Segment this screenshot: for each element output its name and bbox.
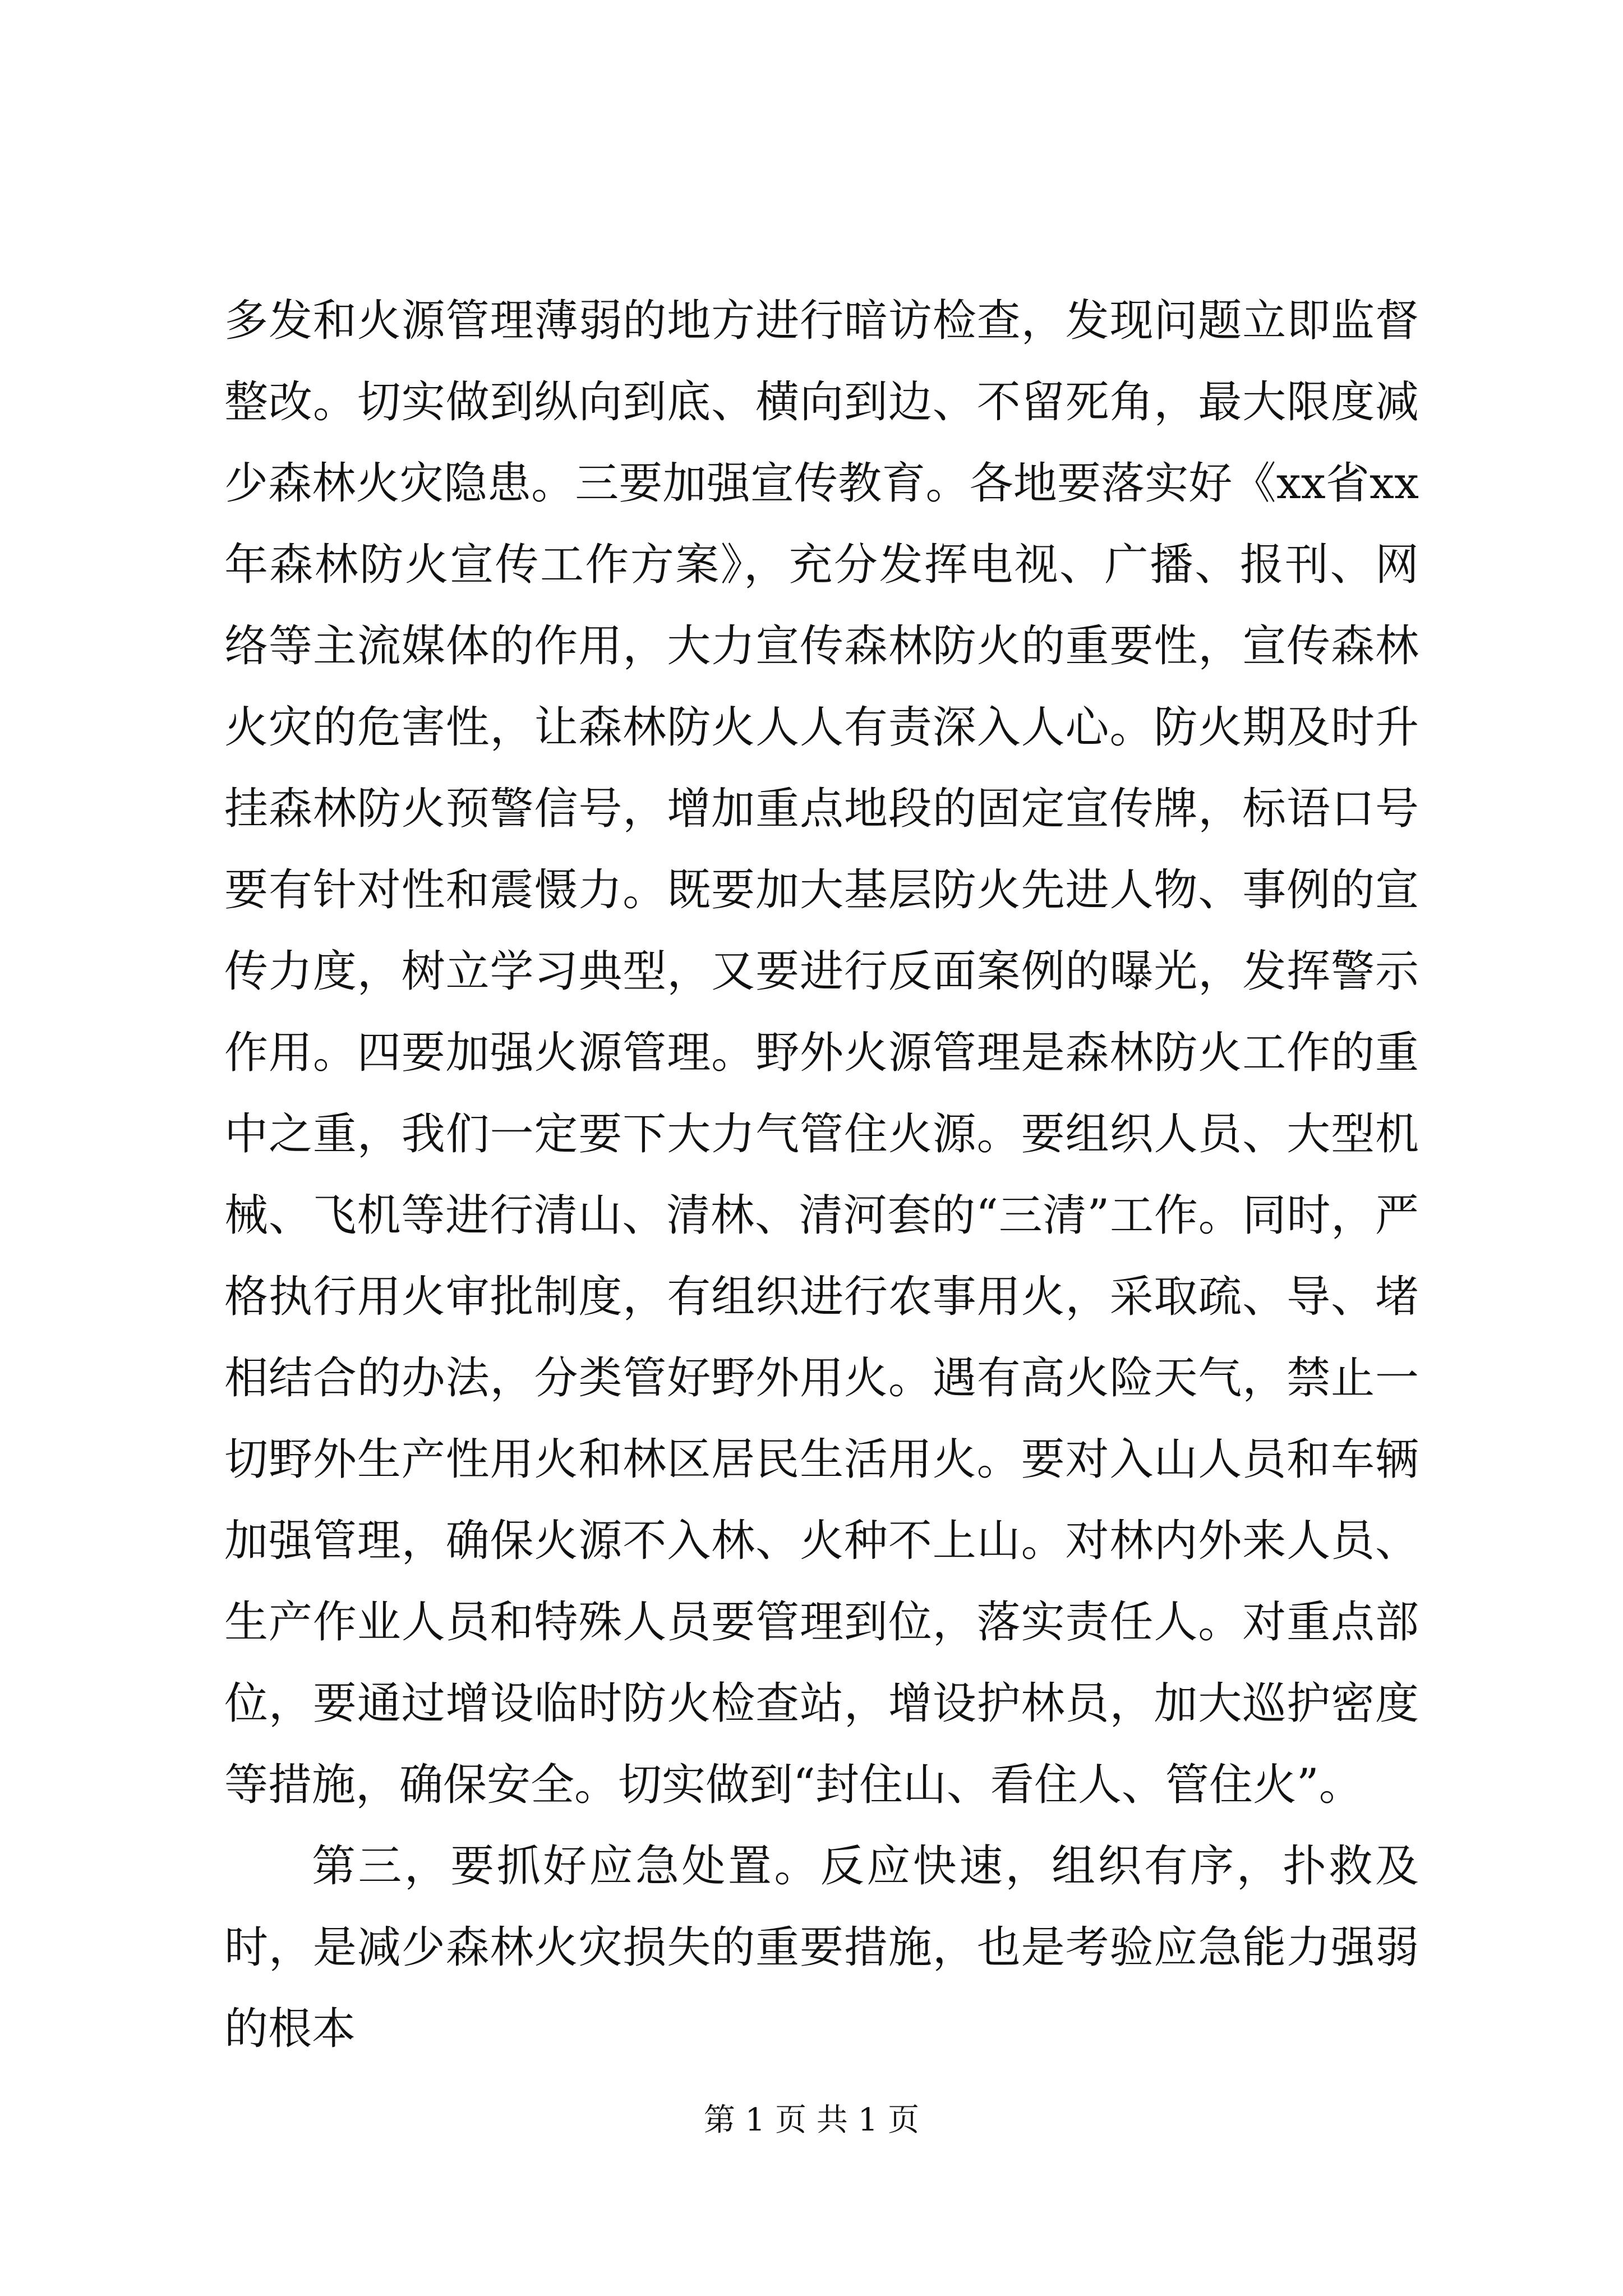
page-footer bbox=[0, 2101, 1623, 2140]
body-paragraph-1: 多发和火源管理薄弱的地方进行暗访检查，发现问题立即监督整改。切实做到纵向到底、横向到边、不留死角，最大限度减少森林火灾隐患。三要加强宣传教育。各地要落实好《xx省xx年森林防火宣传工作方案》，充分发挥电视、广播、报刊、网络等主流媒体的作用，大力宣传森林防火的重要性，宣传森林火灾的危害性，让森林防火人人有责深入人心。防火期及时升挂森林防火预警信号，增加重点地段的固定宣传牌，标语口号要有针对性和震慑力。既要加大基层防火先进人物、事例的宣传力度，树立学习典型，又要进行反面案例的曝光，发挥警示作用。四要加强火源管理。野外火源管理是森林防火工作的重中之重，我们一定要下大力气管住火源。要组织人员、大型机械、飞机等进行清山、清林、清河套的“三清”工作。同时，严格执行用火审批制度，有组织进行农事用火，采取疏、导、堵相结合的办法，分类管好野外用火。遇有高火险天气，禁止一切野外生产性用火和林区居民生活用火。要对入山人员和车辆加强管理，确保火源不入林、火种不上山。对林内外来人员、生产作业人员和特殊人员要管理到位，落实责任人。对重点部位，要通过增设临时防火检查站，增设护林员，加大巡护密度等措施，确保安全。切实做到“封住山、看住人、管住火”。 bbox=[224, 296, 1419, 1810]
body-paragraph-2: 第三，要抓好应急处置。反应快速，组织有序，扑救及时，是减少森林火灾损失的重要措施，也是考验应急能力强弱的根本 bbox=[224, 1841, 1419, 2054]
document-body bbox=[224, 280, 1419, 2070]
page-number-label: 第 1 页 共 1 页 bbox=[703, 2102, 920, 2138]
